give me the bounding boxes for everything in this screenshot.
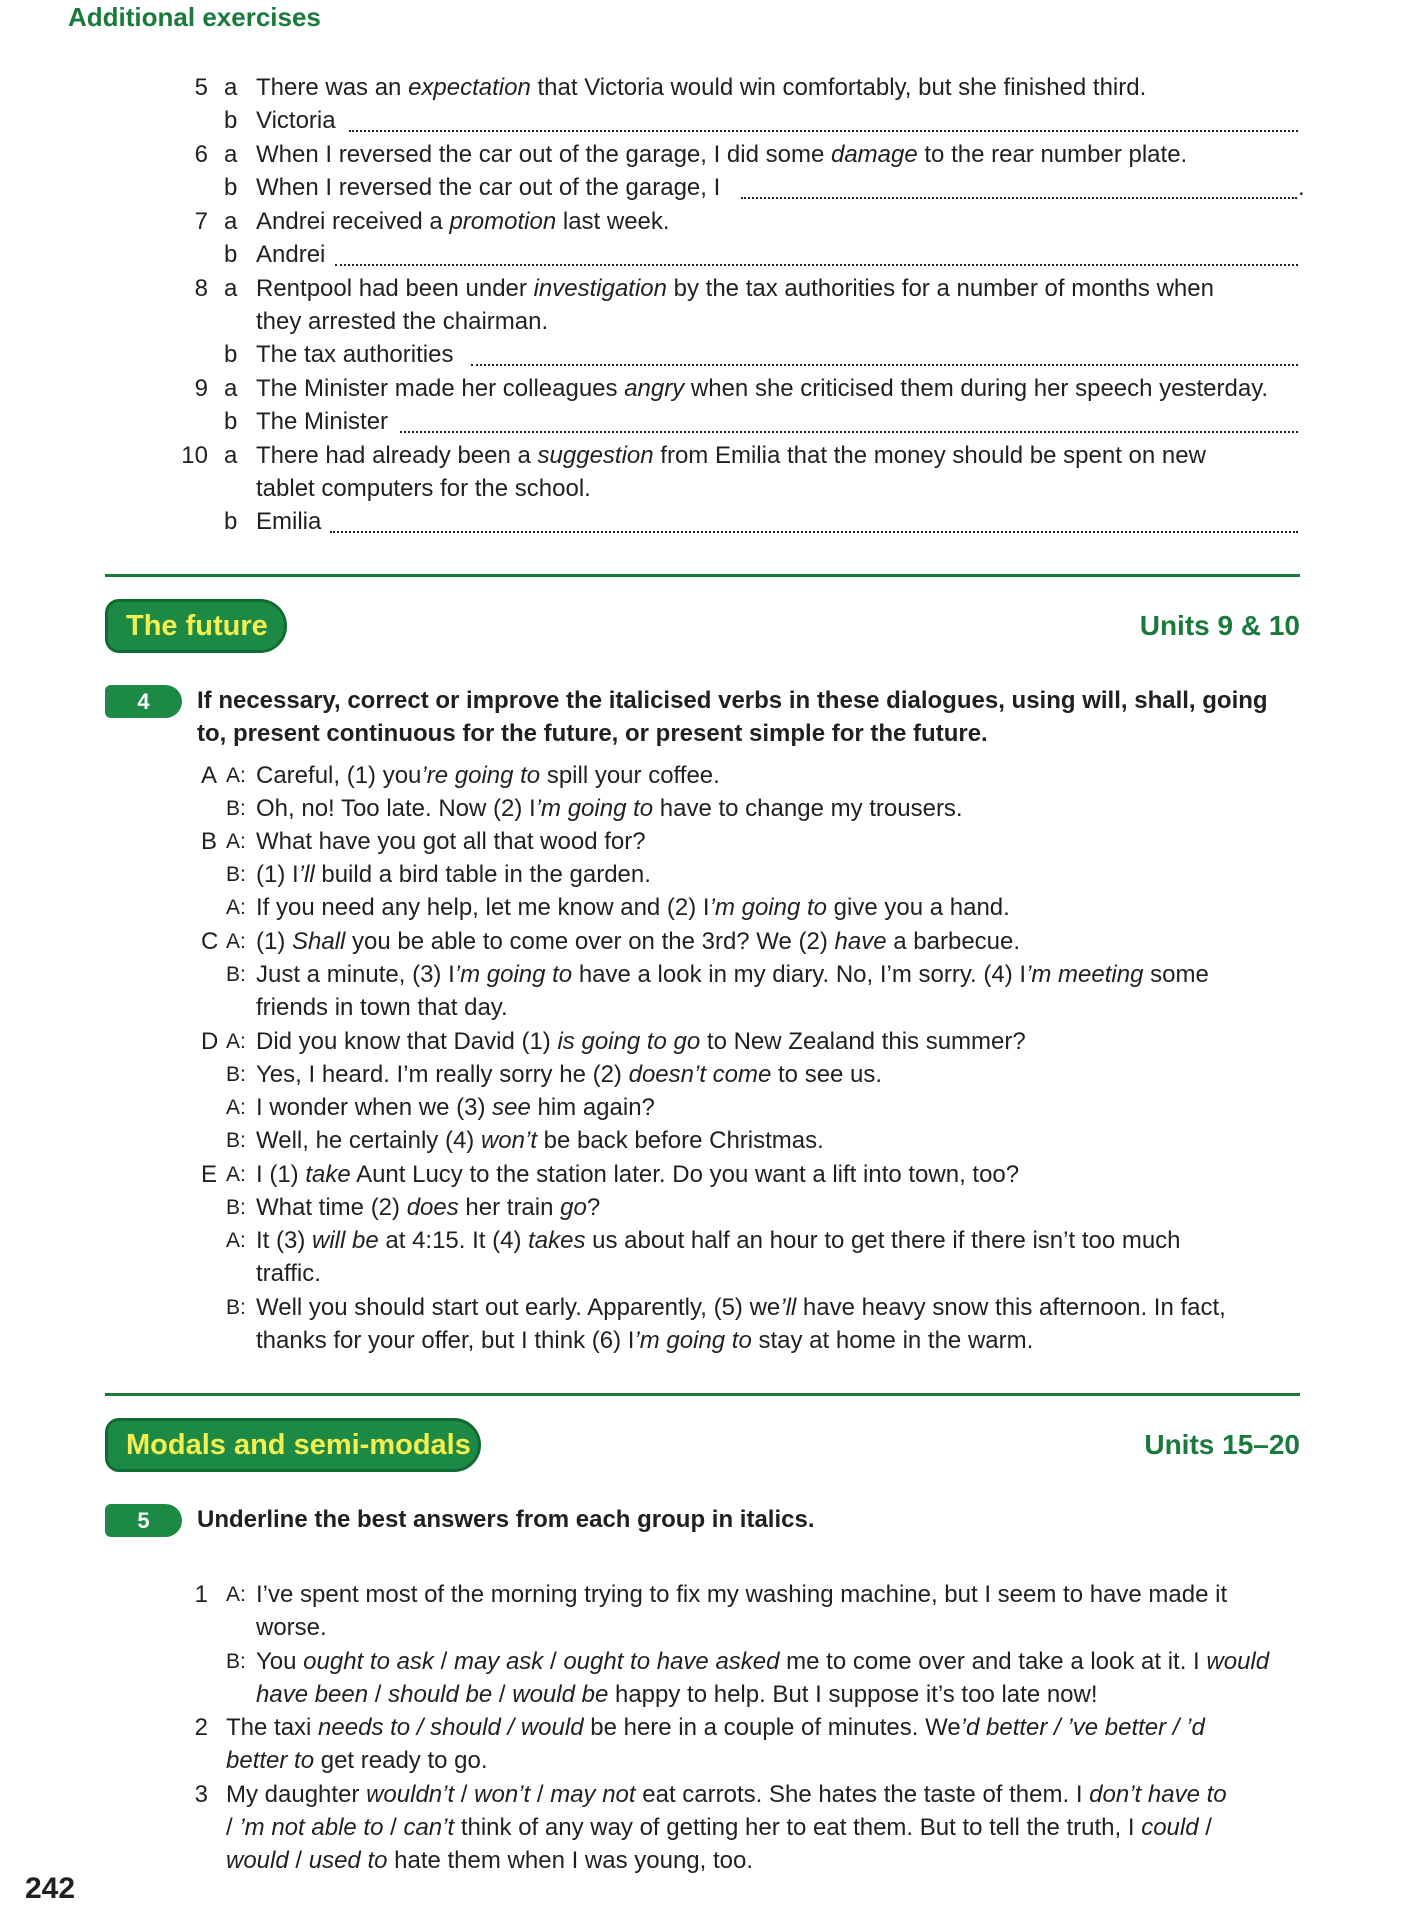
dialogue-text: Well you should start out early. Apparently, (5) we’ll have heavy snow this afternoon. In fact,	[256, 1294, 1226, 1321]
item-number: 9	[194, 375, 208, 402]
item-letter: a	[224, 375, 238, 402]
item-text[interactable]: better to get ready to go.	[226, 1747, 488, 1774]
section-divider	[105, 1393, 1300, 1396]
item-letter: b	[224, 508, 238, 535]
item-letter: a	[224, 208, 238, 235]
dialogue-letter: B	[201, 828, 218, 855]
item-text[interactable]: My daughter wouldn’t / won’t / may not eat carrots. She hates the taste of them. I don’t have to	[226, 1781, 1227, 1808]
dialogue-letter: D	[201, 1028, 219, 1055]
item-text: I’ve spent most of the morning trying to fix my washing machine, but I seem to have made it	[256, 1581, 1228, 1608]
dialogue-text: I wonder when we (3) see him again?	[256, 1094, 655, 1121]
exercise-number-4: 4	[105, 685, 182, 718]
speaker-label: A:	[226, 1163, 246, 1186]
item-number: 6	[194, 141, 208, 168]
item-text[interactable]: You ought to ask / may ask / ought to have asked me to come over and take a look at it. I would	[256, 1648, 1270, 1675]
dialogue-letter: A	[201, 762, 218, 789]
item-letter: b	[224, 341, 238, 368]
item-letter: b	[224, 408, 238, 435]
dialogue-letter: E	[201, 1161, 218, 1188]
sentence-a-continued: they arrested the chairman.	[256, 308, 549, 335]
speaker-label: B:	[226, 1650, 246, 1673]
dialogue-text: thanks for your offer, but I think (6) I’m going to stay at home in the warm.	[256, 1327, 1034, 1354]
dialogue-text: Well, he certainly (4) won’t be back before Christmas.	[256, 1127, 824, 1154]
sentence-b-prompt: Andrei	[256, 241, 326, 268]
item-number: 3	[194, 1781, 208, 1808]
item-letter: a	[224, 74, 238, 101]
dialogue-text: Just a minute, (3) I’m going to have a look in my diary. No, I’m sorry. (4) I’m meeting some	[256, 961, 1209, 988]
sentence-a: Rentpool had been under investigation by the tax authorities for a number of months when	[256, 275, 1214, 302]
answer-line[interactable]	[400, 431, 1298, 433]
page-header-title: Additional exercises	[68, 2, 321, 32]
dialogue-text: Yes, I heard. I’m really sorry he (2) doesn’t come to see us.	[256, 1061, 883, 1088]
speaker-label: B:	[226, 963, 246, 986]
speaker-label: A:	[226, 1583, 246, 1606]
item-number: 5	[194, 74, 208, 101]
sentence-b-prompt: The tax authorities	[256, 341, 454, 368]
dialogue-text: (1) I’ll build a bird table in the garden.	[256, 861, 651, 888]
item-letter: a	[224, 442, 238, 469]
item-number: 10	[181, 442, 208, 469]
sentence-b-prompt: Victoria	[256, 107, 336, 134]
speaker-label: B:	[226, 1063, 246, 1086]
exercise-5-instruction: Underline the best answers from each group in italics.	[197, 1506, 815, 1533]
item-letter: a	[224, 141, 238, 168]
sentence-a: Andrei received a promotion last week.	[256, 208, 670, 235]
dialogue-text: It (3) will be at 4:15. It (4) takes us about half an hour to get there if there isn’t too much	[256, 1227, 1181, 1254]
dialogue-text: I (1) take Aunt Lucy to the station later. Do you want a lift into town, too?	[256, 1161, 1020, 1188]
sentence-b-prompt: The Minister	[256, 408, 389, 435]
item-text: worse.	[256, 1614, 327, 1641]
dialogue-text: Oh, no! Too late. Now (2) I’m going to have to change my trousers.	[256, 795, 963, 822]
item-text[interactable]: / ’m not able to / can’t think of any way of getting her to eat them. But to tell the truth, I could /	[226, 1814, 1212, 1841]
units-reference-modals: Units 15–20	[1144, 1429, 1300, 1460]
answer-line[interactable]	[741, 197, 1297, 199]
speaker-label: A:	[226, 830, 246, 853]
exercise-4-instruction: If necessary, correct or improve the italicised verbs in these dialogues, using will, shall, going to, present continuous for the future, or present simple for the future.	[197, 687, 1268, 747]
item-text[interactable]: would / used to hate them when I was young, too.	[226, 1847, 754, 1874]
speaker-label: A:	[226, 764, 246, 787]
sentence-a: There was an expectation that Victoria would win comfortably, but she finished third.	[256, 74, 1147, 101]
item-number: 1	[194, 1581, 208, 1608]
speaker-label: A:	[226, 1096, 246, 1119]
item-number: 2	[194, 1714, 208, 1741]
section-title-modals: Modals and semi-modals	[105, 1418, 481, 1472]
dialogue-text: traffic.	[256, 1260, 321, 1287]
speaker-label: B:	[226, 1296, 246, 1319]
section-divider	[105, 574, 1300, 577]
dialogue-text: If you need any help, let me know and (2) I’m going to give you a hand.	[256, 894, 1010, 921]
speaker-label: B:	[226, 863, 246, 886]
answer-line[interactable]	[335, 264, 1298, 266]
speaker-label: B:	[226, 1196, 246, 1219]
item-text[interactable]: The taxi needs to / should / would be here in a couple of minutes. We’d better / ’ve better / ’d	[226, 1714, 1205, 1741]
answer-line[interactable]	[471, 364, 1298, 366]
dialogue-text: What time (2) does her train go?	[256, 1194, 601, 1221]
item-letter: b	[224, 174, 238, 201]
sentence-a: There had already been a suggestion from Emilia that the money should be spent on new	[256, 442, 1206, 469]
speaker-label: A:	[226, 1030, 246, 1053]
item-number: 7	[194, 208, 208, 235]
exercise-number-5: 5	[105, 1504, 182, 1537]
page-number: 242	[25, 1872, 76, 1905]
dialogue-text: Did you know that David (1) is going to go to New Zealand this summer?	[256, 1028, 1026, 1055]
sentence-b-prompt: When I reversed the car out of the garage, I	[256, 174, 721, 201]
units-reference-future: Units 9 & 10	[1139, 610, 1300, 641]
sentence-b-prompt: Emilia	[256, 508, 322, 535]
sentence-a: When I reversed the car out of the garage, I did some damage to the rear number plate.	[256, 141, 1188, 168]
answer-line[interactable]	[349, 130, 1298, 132]
item-number: 8	[194, 275, 208, 302]
section-title-future: The future	[105, 599, 287, 653]
dialogue-text: friends in town that day.	[256, 994, 508, 1021]
dialogue-text: (1) Shall you be able to come over on the 3rd? We (2) have a barbecue.	[256, 928, 1021, 955]
item-letter: a	[224, 275, 238, 302]
speaker-label: A:	[226, 1229, 246, 1252]
item-letter: b	[224, 241, 238, 268]
speaker-label: B:	[226, 797, 246, 820]
sentence-a-continued: tablet computers for the school.	[256, 475, 591, 502]
item-text[interactable]: have been / should be / would be happy to help. But I suppose it’s too late now!	[256, 1681, 1098, 1708]
dialogue-text: Careful, (1) you’re going to spill your coffee.	[256, 762, 720, 789]
speaker-label: B:	[226, 1129, 246, 1152]
full-stop: .	[1298, 174, 1305, 201]
speaker-label: A:	[226, 930, 246, 953]
dialogue-text: What have you got all that wood for?	[256, 828, 646, 855]
sentence-a: The Minister made her colleagues angry when she criticised them during her speech yesterday.	[256, 375, 1269, 402]
item-letter: b	[224, 107, 238, 134]
speaker-label: A:	[226, 896, 246, 919]
answer-line[interactable]	[330, 531, 1298, 533]
dialogue-letter: C	[201, 928, 219, 955]
